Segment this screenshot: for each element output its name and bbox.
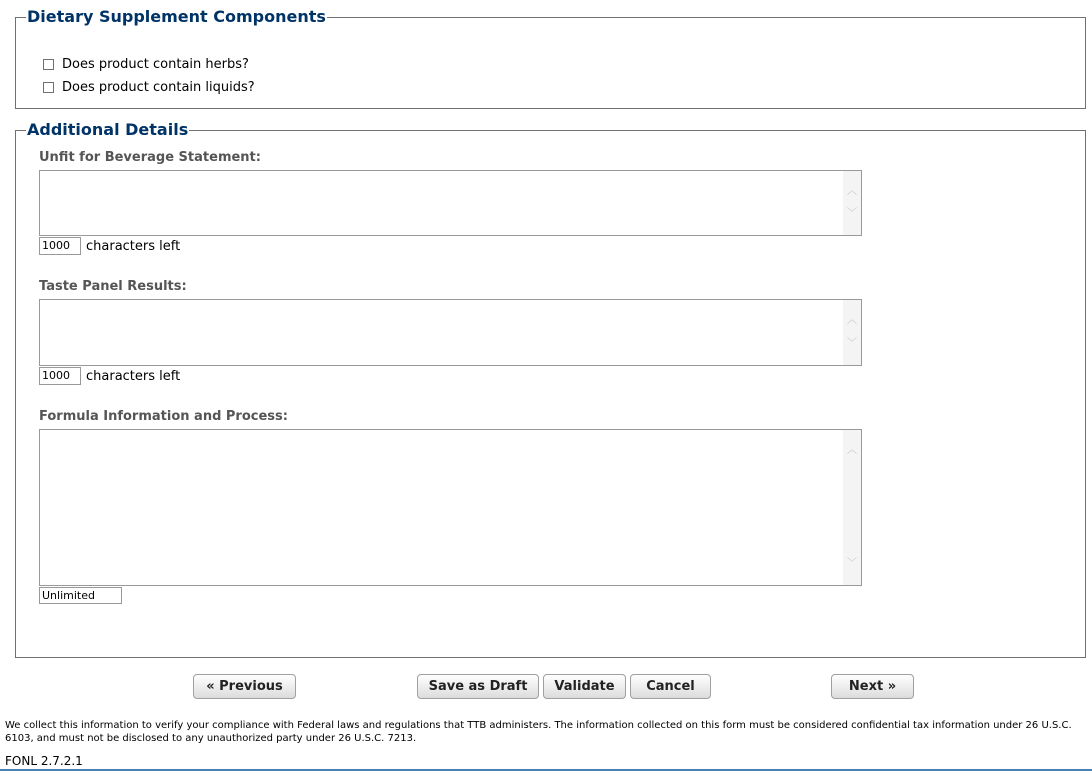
formula-scrollbar[interactable]	[843, 430, 861, 585]
formula-label: Formula Information and Process:	[39, 409, 288, 424]
formula-textarea[interactable]	[39, 429, 862, 586]
scroll-up-icon[interactable]: ︿	[847, 445, 857, 456]
formula-char-counter: Unlimited	[39, 587, 122, 604]
previous-button[interactable]: « Previous	[193, 674, 296, 699]
unfit-scrollbar[interactable]	[843, 171, 861, 235]
herbs-checkbox[interactable]	[43, 59, 54, 70]
unfit-textarea[interactable]	[39, 170, 862, 236]
scroll-down-icon[interactable]: ﹀	[847, 208, 857, 219]
liquids-checkbox[interactable]	[43, 82, 54, 93]
form-version: FONL 2.7.2.1	[5, 754, 83, 768]
liquids-label: Does product contain liquids?	[62, 79, 255, 95]
taste-label: Taste Panel Results:	[39, 279, 187, 294]
unfit-counter-row	[39, 237, 180, 255]
taste-char-counter: 1000	[39, 367, 81, 385]
taste-counter-row	[39, 367, 180, 385]
herbs-label: Does product contain herbs?	[62, 56, 249, 72]
taste-scrollbar[interactable]	[843, 300, 861, 365]
scroll-down-icon[interactable]: ﹀	[847, 338, 857, 349]
privacy-disclaimer: We collect this information to verify your compliance with Federal laws and regulations that TTB administers. The information collected on this form must be considered confidential tax information under 26 U.S.C. 6103, and must not be disclosed to any unauthorized party under 26 U.S.C. 7213.	[5, 720, 1072, 744]
liquids-row	[43, 78, 255, 96]
additional-section-title: Additional Details	[27, 120, 189, 139]
scroll-up-icon[interactable]: ︿	[847, 186, 857, 197]
cancel-button[interactable]: Cancel	[630, 674, 711, 699]
scroll-up-icon[interactable]: ︿	[847, 315, 857, 326]
next-button[interactable]: Next »	[831, 674, 914, 699]
validate-button[interactable]: Validate	[543, 674, 626, 699]
unfit-chars-left-label: characters left	[86, 238, 181, 254]
unfit-char-counter: 1000	[39, 237, 81, 255]
dietary-section-title: Dietary Supplement Components	[27, 7, 326, 26]
scroll-down-icon[interactable]: ﹀	[847, 558, 857, 569]
herbs-row	[43, 55, 249, 73]
taste-chars-left-label: characters left	[86, 368, 181, 384]
save-as-draft-button[interactable]: Save as Draft	[417, 674, 539, 699]
taste-textarea[interactable]	[39, 299, 862, 366]
unfit-label: Unfit for Beverage Statement:	[39, 150, 261, 165]
